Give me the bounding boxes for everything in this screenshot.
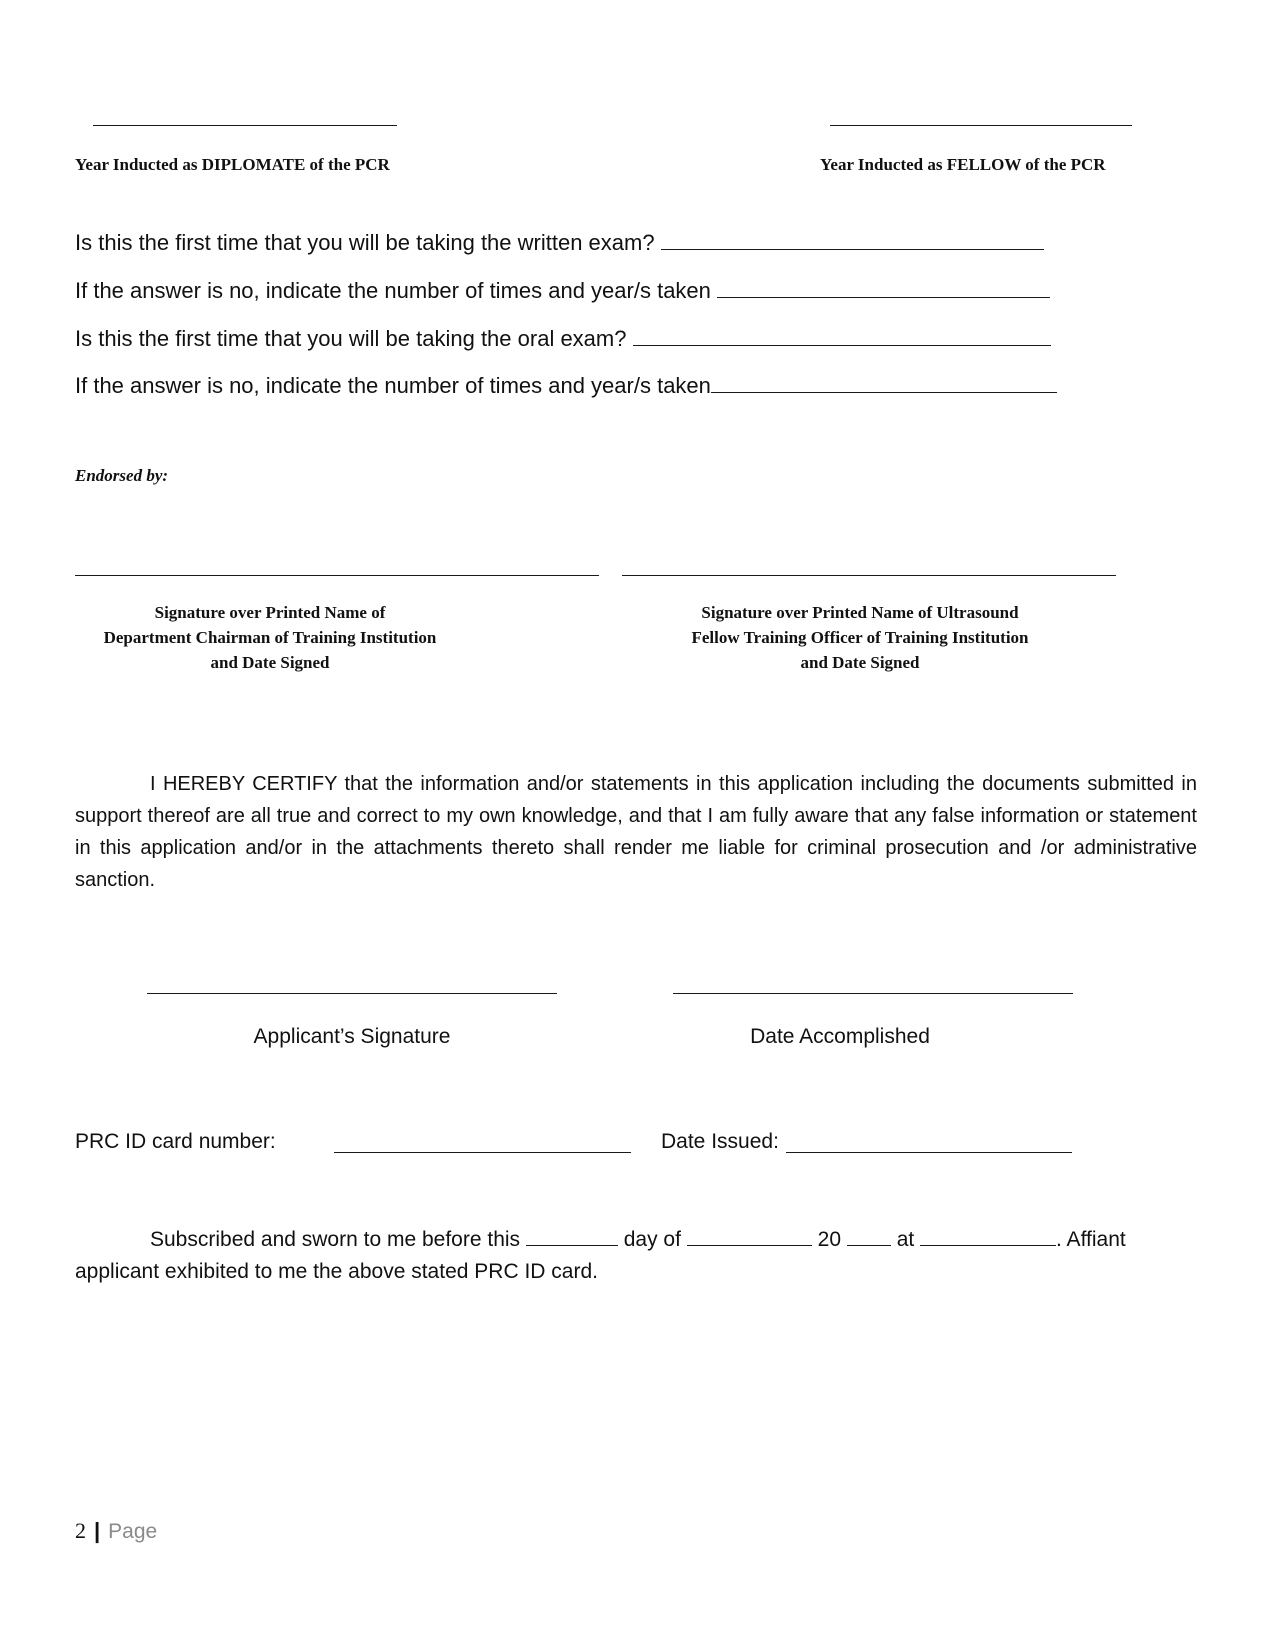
caption-line: Signature over Printed Name of: [154, 603, 386, 622]
oath-line-2: applicant exhibited to me the above stated PRC ID card.: [75, 1260, 598, 1283]
question-written-times: [75, 278, 1050, 304]
diplomate-year-label: Year Inducted as DIPLOMATE of the PCR: [75, 155, 390, 174]
oath-year-line[interactable]: [847, 1244, 891, 1246]
date-issued-line[interactable]: [786, 1152, 1072, 1153]
chairman-signature-caption: [75, 600, 465, 675]
page-footer: [75, 1518, 157, 1544]
caption-line: Fellow Training Officer of Training Institution: [691, 628, 1029, 647]
oath-month-line[interactable]: [687, 1244, 812, 1246]
certification-text: I HEREBY CERTIFY that the information and/or statements in this application including the documents submitted in support thereof are all true and correct to my own knowledge, and that I am fully aware that any false information or statement in this application and/or in the attachments thereto shall render me liable for criminal prosecution and /or administrative sanction.: [75, 773, 1197, 891]
date-accomplished-line[interactable]: [673, 993, 1073, 994]
question-written-first: [75, 230, 1044, 256]
answer-line[interactable]: [711, 391, 1057, 393]
date-accomplished-label: Date Accomplished: [750, 1025, 930, 1048]
answer-line[interactable]: [633, 344, 1051, 346]
fellow-year-line[interactable]: [830, 125, 1132, 126]
prc-id-line[interactable]: [334, 1152, 631, 1153]
diplomate-year-line[interactable]: [93, 125, 397, 126]
page-label: Page: [108, 1520, 158, 1543]
question-text: Is this the first time that you will be taking the oral exam?: [75, 326, 627, 351]
caption-line: Signature over Printed Name of Ultrasound: [701, 603, 1019, 622]
oath-text: day of: [623, 1228, 681, 1251]
oath-place-line[interactable]: [920, 1244, 1056, 1246]
oath-day-line[interactable]: [526, 1244, 618, 1246]
page-separator: |: [94, 1518, 101, 1543]
date-issued-label: Date Issued:: [661, 1130, 779, 1153]
oath-text: 20: [817, 1228, 841, 1251]
caption-line: and Date Signed: [210, 653, 330, 672]
prc-id-label: PRC ID card number:: [75, 1130, 276, 1153]
question-text: If the answer is no, indicate the number of times and year/s taken: [75, 278, 711, 303]
caption-line: Department Chairman of Training Institution: [103, 628, 437, 647]
question-text: Is this the first time that you will be taking the written exam?: [75, 230, 655, 255]
question-oral-first: [75, 326, 1051, 352]
fellow-officer-signature-caption: [660, 600, 1060, 675]
chairman-signature-line[interactable]: [75, 575, 599, 576]
oath-text: Subscribed and sworn to me before this: [150, 1228, 521, 1251]
applicant-signature-line[interactable]: [147, 993, 557, 994]
endorsed-by-label: Endorsed by:: [75, 466, 169, 485]
oath-text: . Affiant: [1056, 1228, 1126, 1251]
oath-line-1: [150, 1228, 1126, 1252]
answer-line[interactable]: [661, 248, 1044, 250]
question-oral-times: [75, 373, 1057, 399]
certification-paragraph: [75, 768, 1197, 896]
answer-line[interactable]: [717, 296, 1050, 298]
applicant-signature-label: Applicant’s Signature: [253, 1025, 451, 1048]
caption-line: and Date Signed: [800, 653, 920, 672]
fellow-officer-signature-line[interactable]: [622, 575, 1116, 576]
question-text: If the answer is no, indicate the number of times and year/s taken: [75, 373, 711, 398]
oath-text: at: [896, 1228, 915, 1251]
fellow-year-label: Year Inducted as FELLOW of the PCR: [820, 155, 1106, 174]
page-number: 2: [75, 1518, 86, 1543]
